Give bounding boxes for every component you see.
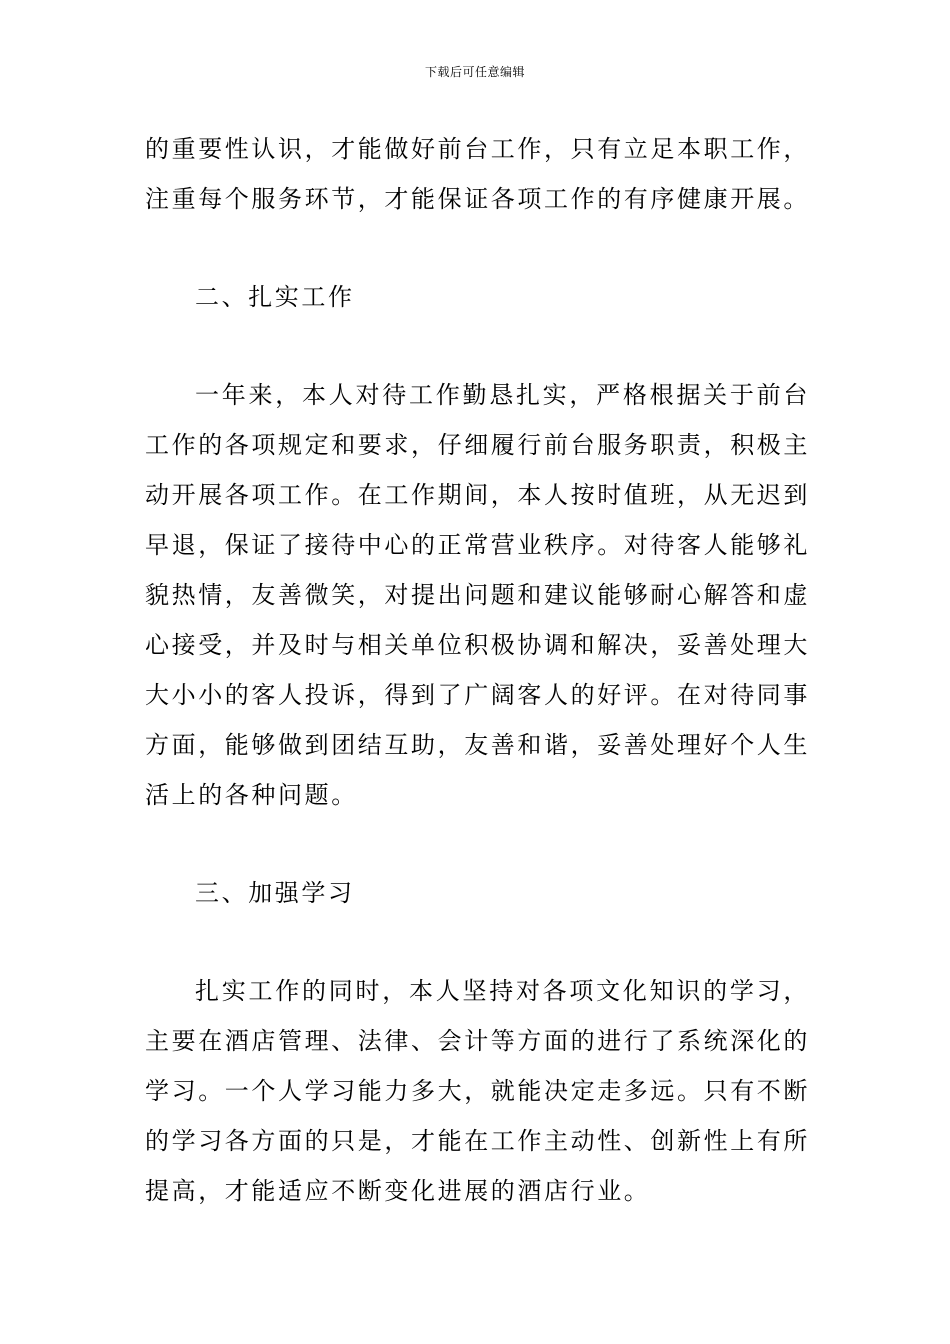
section-heading-2: 二、扎实工作 xyxy=(195,283,355,311)
paragraph-work: 一年来，本人对待工作勤恳扎实，严格根据关于前台工作的各项规定和要求，仔细履行前台服务职责，积极主动开展各项工作。在工作期间，本人按时值班，从无迟到早退，保证了接待中心的正常营业秩序。对待客人能够礼貌热情，友善微笑，对提出问题和建议能够耐心解答和虚心接受，并及时与相关单位积极协调和解决，妥善处理大大小小的客人投诉，得到了广阔客人的好评。在对待同事方面，能够做到团结互助，友善和谐，妥善处理好个人生活上的各种问题。 xyxy=(145,381,810,809)
section-heading-3: 三、加强学习 xyxy=(195,879,355,907)
paragraph-study: 扎实工作的同时，本人坚持对各项文化知识的学习，主要在酒店管理、法律、会计等方面的进行了系统深化的学习。一个人学习能力多大，就能决定走多远。只有不断的学习各方面的只是，才能在工作主动性、创新性上有所提高，才能适应不断变化进展的酒店行业。 xyxy=(145,977,810,1205)
page-header: 下载后可任意编辑 xyxy=(424,65,525,79)
document-body xyxy=(145,124,810,1216)
paragraph-continuation: 的重要性认识，才能做好前台工作，只有立足本职工作，注重每个服务环节，才能保证各项工作的有序健康开展。 xyxy=(145,135,810,213)
